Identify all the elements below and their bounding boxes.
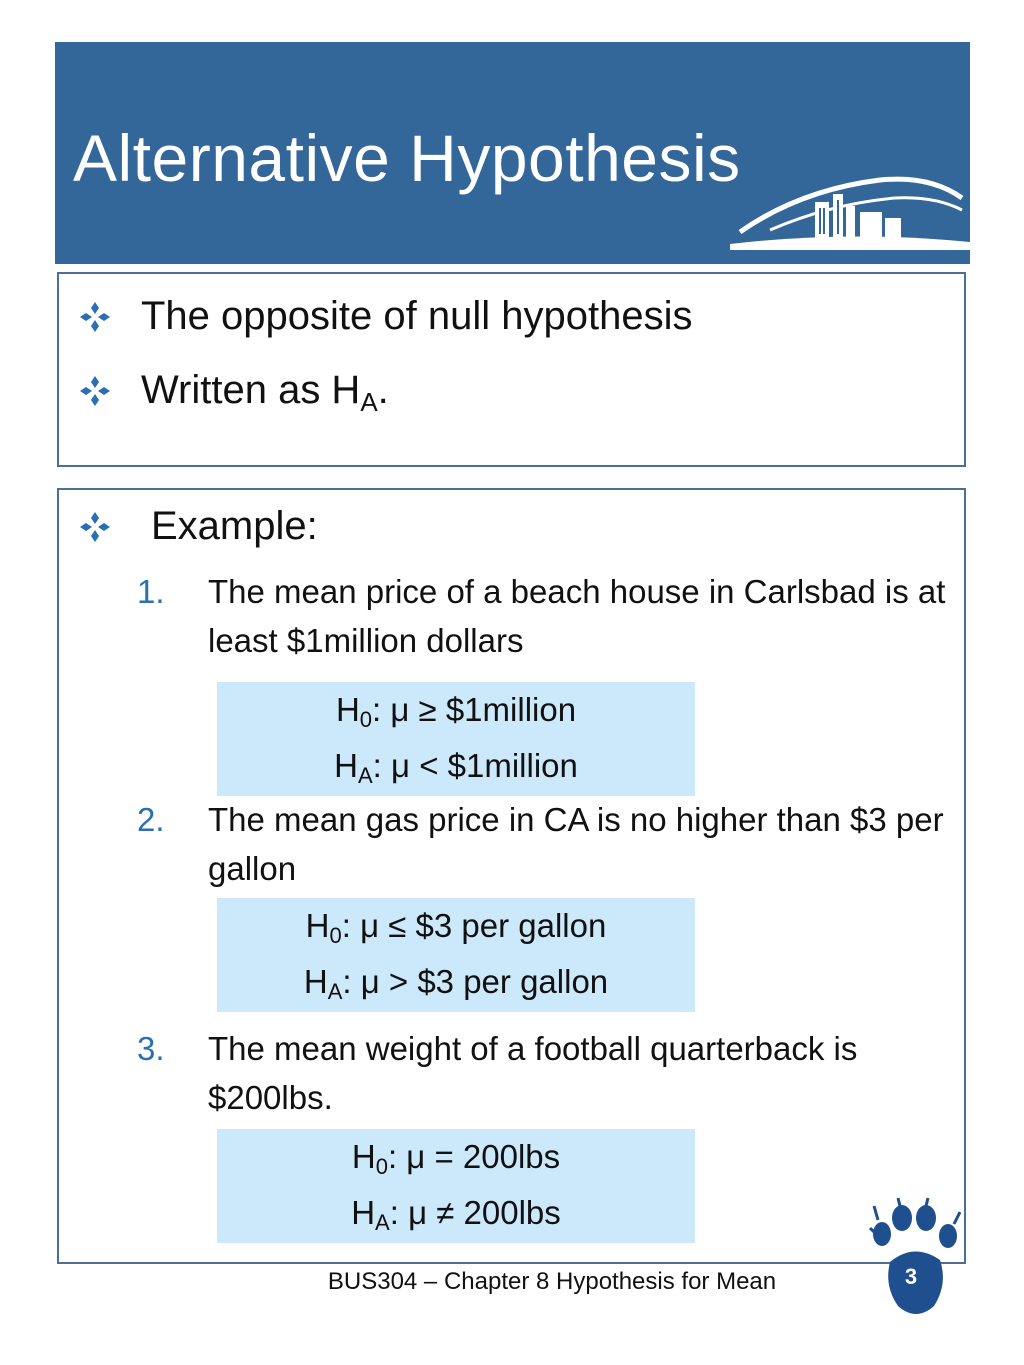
item-number: 3. (137, 1030, 165, 1067)
bullet-subscript: A (360, 387, 378, 417)
alternative-hypothesis: $H_A$: μ < $1million (334, 747, 578, 788)
diamond-bullet-icon (79, 301, 111, 333)
page-number: 3 (904, 1264, 918, 1289)
alternative-hypothesis: $H_A$: μ ≠ 200lbs (351, 1194, 561, 1235)
item-text: The mean price of a beach house in Carlsbad is at least $1million dollars (208, 573, 946, 659)
hypothesis-box (217, 898, 695, 1012)
example-heading (79, 504, 318, 549)
slide-header (55, 42, 970, 264)
null-hypothesis: $H_0$: μ ≤ $3 per gallon (305, 907, 607, 948)
bullet-item (79, 294, 692, 339)
slide-footer: BUS304 – Chapter 8 Hypothesis for Mean (327, 1268, 777, 1295)
paw-print-icon (868, 1194, 968, 1324)
bullet-item (79, 368, 389, 417)
item-text: The mean gas price in CA is no higher than $3 per gallon (208, 801, 944, 887)
diamond-bullet-icon (79, 375, 111, 407)
bullet-text: The opposite of null hypothesis (141, 294, 693, 338)
campus-logo-icon (730, 160, 970, 250)
item-number: 1. (137, 573, 165, 610)
bullet-period: . (377, 368, 389, 412)
hypothesis-box (217, 682, 695, 796)
alternative-hypothesis: $H_A$: μ > $3 per gallon (303, 963, 609, 1004)
example-box (57, 488, 966, 1264)
slide-title: Alternative Hypothesis (73, 121, 741, 195)
definition-box (57, 272, 966, 467)
example-label: Example: (151, 504, 318, 548)
diamond-bullet-icon (79, 511, 111, 543)
hypothesis-box (217, 1129, 695, 1243)
item-number: 2. (137, 801, 165, 838)
null-hypothesis: $H_0$: μ ≥ $1million (335, 691, 577, 732)
null-hypothesis: $H_0$: μ = 200lbs (351, 1138, 561, 1179)
item-text: The mean weight of a football quarterback is $200lbs. (208, 1030, 858, 1116)
bullet-text: Written as H (141, 368, 361, 412)
